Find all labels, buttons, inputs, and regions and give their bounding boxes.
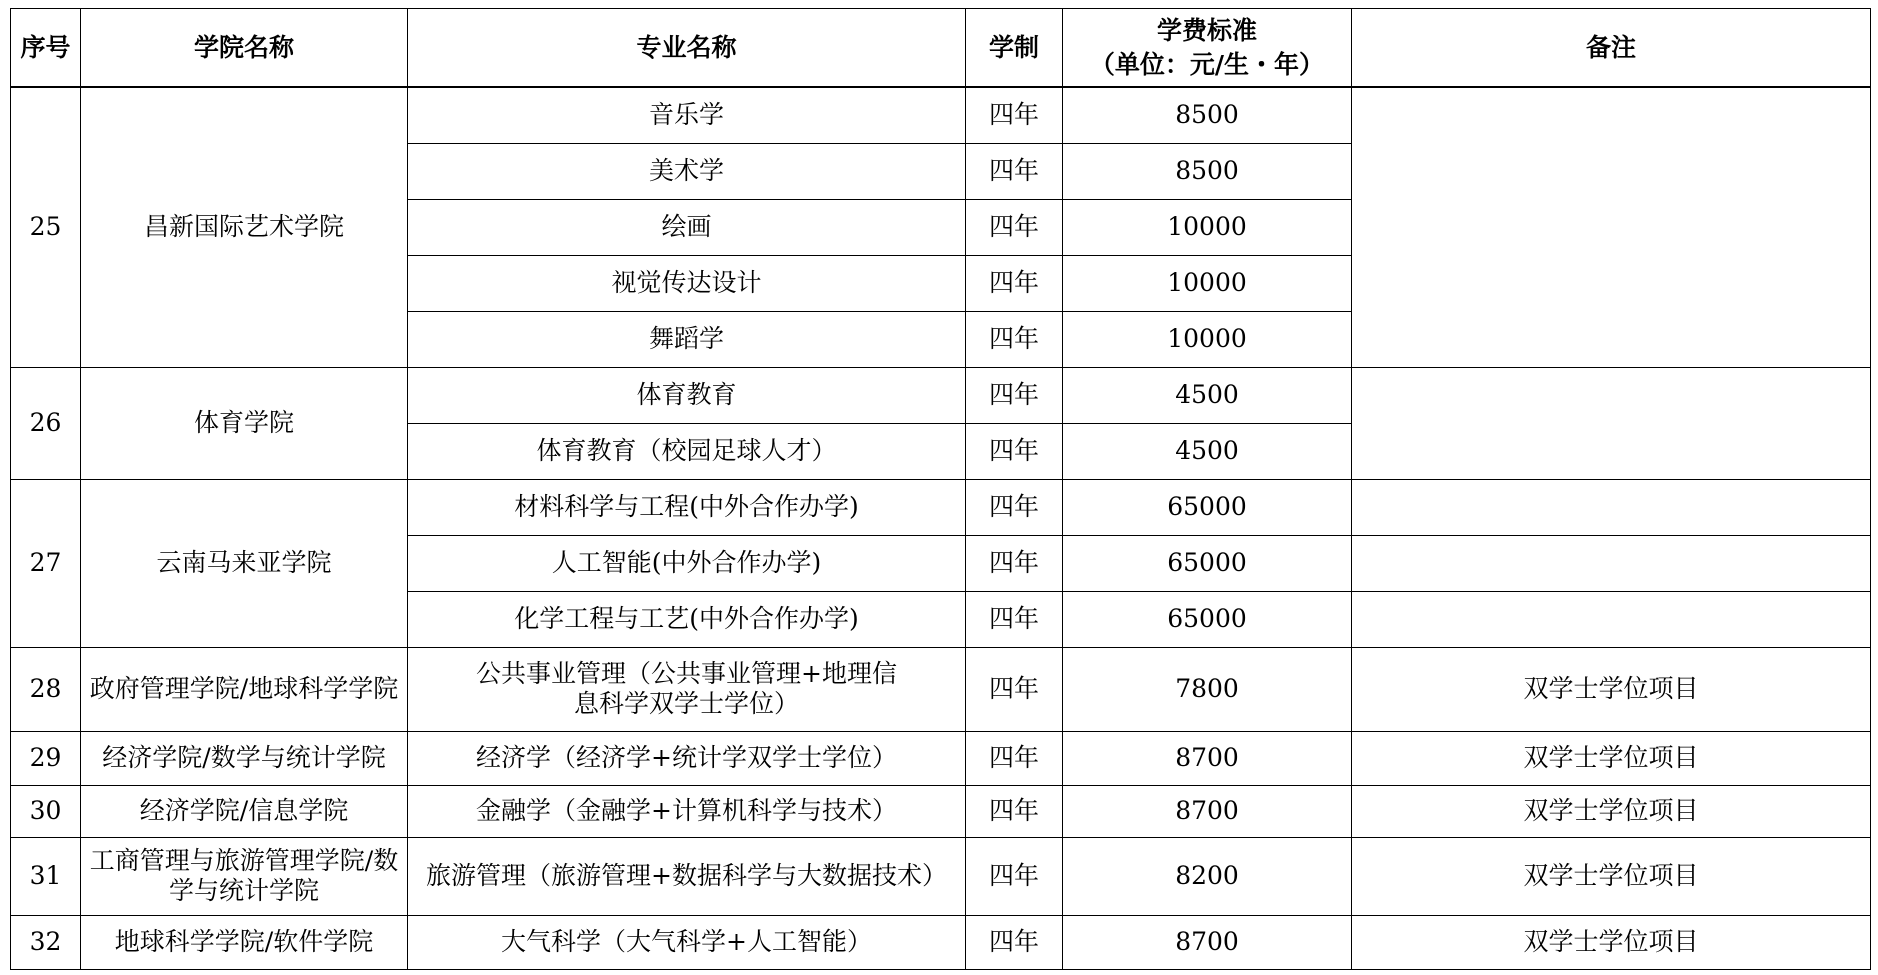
- seq-cell: 31: [11, 837, 81, 915]
- header-fee: [1063, 9, 1352, 88]
- major-cell: 经济学（经济学+统计学双学士学位）: [408, 731, 966, 785]
- college-cell: 地球科学学院/软件学院: [81, 915, 408, 969]
- college-cell: 体育学院: [81, 367, 408, 479]
- fee-cell: 4500: [1063, 423, 1352, 479]
- duration-cell: 四年: [966, 87, 1063, 143]
- fee-cell: 8500: [1063, 87, 1352, 143]
- duration-cell: 四年: [966, 647, 1063, 731]
- major-cell: 大气科学（大气科学+人工智能）: [408, 915, 966, 969]
- duration-cell: 四年: [966, 423, 1063, 479]
- college-cell: 昌新国际艺术学院: [81, 87, 408, 367]
- duration-cell: 四年: [966, 143, 1063, 199]
- duration-cell: 四年: [966, 479, 1063, 535]
- fee-cell: 10000: [1063, 199, 1352, 255]
- major-cell: 化学工程与工艺(中外合作办学): [408, 591, 966, 647]
- remark-cell: [1352, 87, 1871, 367]
- fee-cell: 65000: [1063, 591, 1352, 647]
- college-cell: 经济学院/信息学院: [81, 785, 408, 837]
- major-cell: 材料科学与工程(中外合作办学): [408, 479, 966, 535]
- duration-cell: 四年: [966, 367, 1063, 423]
- remark-cell: 双学士学位项目: [1352, 785, 1871, 837]
- remark-cell: 双学士学位项目: [1352, 731, 1871, 785]
- college-cell: 工商管理与旅游管理学院/数学与统计学院: [81, 837, 408, 915]
- header-fee-line1: 学费标准: [1156, 15, 1257, 45]
- fee-cell: 10000: [1063, 255, 1352, 311]
- fee-cell: 8700: [1063, 785, 1352, 837]
- duration-cell: 四年: [966, 311, 1063, 367]
- header-duration: 学制: [966, 9, 1063, 88]
- header-remark: 备注: [1352, 9, 1871, 88]
- fee-cell: 4500: [1063, 367, 1352, 423]
- header-major: 专业名称: [408, 9, 966, 88]
- table-row: [11, 837, 1871, 915]
- major-cell: 舞蹈学: [408, 311, 966, 367]
- remark-cell: 双学士学位项目: [1352, 647, 1871, 731]
- duration-cell: 四年: [966, 255, 1063, 311]
- tuition-table: [10, 8, 1871, 970]
- seq-cell: 25: [11, 87, 81, 367]
- college-cell: 云南马来亚学院: [81, 479, 408, 647]
- major-cell: 视觉传达设计: [408, 255, 966, 311]
- table-row: [11, 785, 1871, 837]
- table-row: [11, 479, 1871, 535]
- remark-cell: [1352, 367, 1871, 479]
- fee-cell: 7800: [1063, 647, 1352, 731]
- duration-cell: 四年: [966, 535, 1063, 591]
- remark-cell: 双学士学位项目: [1352, 915, 1871, 969]
- fee-cell: 65000: [1063, 479, 1352, 535]
- fee-cell: 8700: [1063, 915, 1352, 969]
- seq-cell: 29: [11, 731, 81, 785]
- duration-cell: 四年: [966, 915, 1063, 969]
- seq-cell: 27: [11, 479, 81, 647]
- seq-cell: 32: [11, 915, 81, 969]
- table-row: [11, 915, 1871, 969]
- table-row: [11, 87, 1871, 143]
- major-cell: 体育教育: [408, 367, 966, 423]
- remark-cell: [1352, 591, 1871, 647]
- major-cell: 体育教育（校园足球人才）: [408, 423, 966, 479]
- major-cell: 旅游管理（旅游管理+数据科学与大数据技术）: [408, 837, 966, 915]
- table-header-row: [11, 9, 1871, 88]
- major-cell: 金融学（金融学+计算机科学与技术）: [408, 785, 966, 837]
- major-cell: 音乐学: [408, 87, 966, 143]
- header-college: 学院名称: [81, 9, 408, 88]
- duration-cell: 四年: [966, 837, 1063, 915]
- fee-cell: 8200: [1063, 837, 1352, 915]
- major-cell: 公共事业管理（公共事业管理+地理信息科学双学士学位）: [408, 647, 966, 731]
- seq-cell: 30: [11, 785, 81, 837]
- duration-cell: 四年: [966, 591, 1063, 647]
- major-cell: 美术学: [408, 143, 966, 199]
- duration-cell: 四年: [966, 199, 1063, 255]
- duration-cell: 四年: [966, 785, 1063, 837]
- duration-cell: 四年: [966, 731, 1063, 785]
- remark-cell: [1352, 535, 1871, 591]
- fee-cell: 8700: [1063, 731, 1352, 785]
- fee-cell: 8500: [1063, 143, 1352, 199]
- tuition-table-container: [10, 8, 1870, 970]
- major-cell: 绘画: [408, 199, 966, 255]
- table-row: [11, 367, 1871, 423]
- table-row: [11, 731, 1871, 785]
- college-cell: 经济学院/数学与统计学院: [81, 731, 408, 785]
- college-cell: 政府管理学院/地球科学学院: [81, 647, 408, 731]
- remark-cell: [1352, 479, 1871, 535]
- seq-cell: 28: [11, 647, 81, 731]
- table-row: [11, 647, 1871, 731]
- fee-cell: 10000: [1063, 311, 1352, 367]
- header-fee-line2: （单位：元/生・年）: [1089, 49, 1325, 79]
- fee-cell: 65000: [1063, 535, 1352, 591]
- seq-cell: 26: [11, 367, 81, 479]
- major-cell: 人工智能(中外合作办学): [408, 535, 966, 591]
- remark-cell: 双学士学位项目: [1352, 837, 1871, 915]
- header-seq: 序号: [11, 9, 81, 88]
